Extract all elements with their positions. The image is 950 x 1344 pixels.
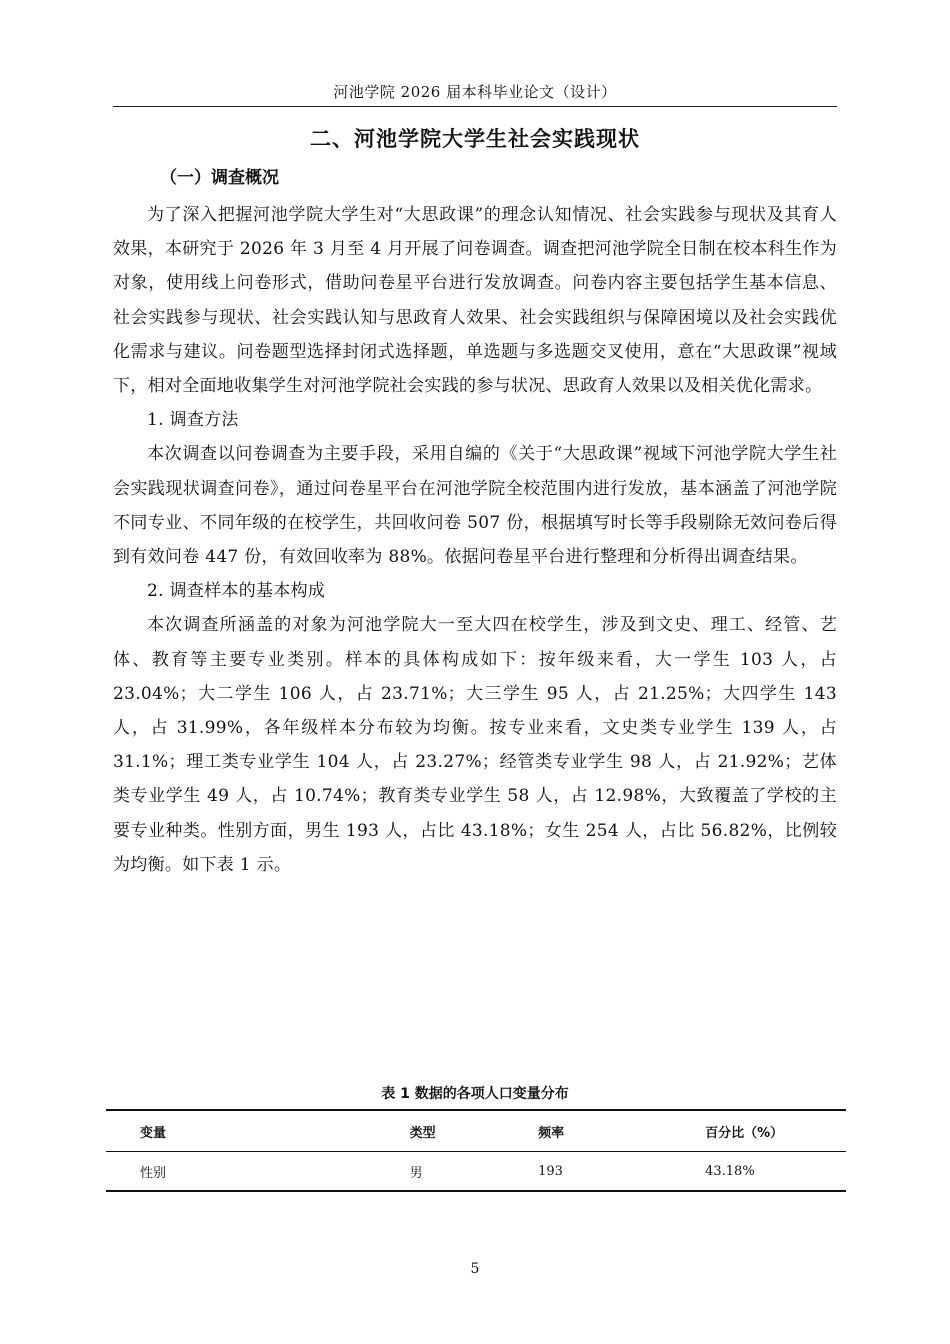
running-header: 河池学院 2026 届本科毕业论文（设计） bbox=[333, 83, 617, 101]
table-caption: 表 1 数据的各项人口变量分布 bbox=[381, 1086, 569, 1102]
column-header-frequency: 频率 bbox=[538, 1125, 565, 1141]
table-row bbox=[106, 1152, 846, 1192]
paragraph-overview: 为了深入把握河池学院大学生对“大思政课”的理念认知情况、社会实践参与现状及其育人效果，本研究于 2026 年 3 月至 4 月开展了问卷调查。调查把河池学院全日制在校本科生作为对象，使用线上问卷形式，借助问卷星平台进行发放调查。问卷内容主要包括学生基本信息、社会实践参与现状、社会实践认知与思政育人效果、社会实践组织与保障困境以及社会实践优化需求与建议。问卷题型选择封闭式选择题，单选题与多选题交叉使用，意在“大思政课”视域下，相对全面地收集学生对河池学院社会实践的参与状况、思政育人效果以及相关优化需求。 bbox=[113, 205, 837, 397]
paragraph-method: 本次调查以问卷调查为主要手段，采用自编的《关于“大思政课”视域下河池学院大学生社会实践现状调查问卷》，通过问卷星平台在河池学院全校范围内进行发放，基本涵盖了河池学院不同专业、不同年级的在校学生，共回收问卷 507 份，根据填写时长等手段剔除无效问卷后得到有效问卷 447 份，有效回收率为 88%。依据问卷星平台进行整理和分析得出调查结果。 bbox=[113, 444, 837, 568]
demographics-table bbox=[106, 1109, 846, 1192]
column-header-type: 类型 bbox=[409, 1125, 436, 1141]
table-cell-variable: 性别 bbox=[140, 1165, 167, 1181]
chapter-title: 二、河池学院大学生社会实践现状 bbox=[310, 127, 640, 151]
table-cell-frequency: 193 bbox=[538, 1163, 563, 1179]
subheading-method: 1. 调查方法 bbox=[147, 410, 239, 431]
page-number: 5 bbox=[470, 1261, 480, 1277]
column-header-percent: 百分比（%） bbox=[705, 1125, 784, 1141]
section-title: （一）调查概况 bbox=[160, 168, 279, 188]
table-cell-type: 男 bbox=[409, 1165, 423, 1181]
column-header-variable: 变量 bbox=[140, 1125, 167, 1141]
table-header-row bbox=[106, 1110, 846, 1152]
table-cell-percent: 43.18% bbox=[705, 1163, 755, 1179]
subheading-sample: 2. 调查样本的基本构成 bbox=[147, 581, 326, 602]
body-text bbox=[113, 198, 837, 882]
paragraph-sample: 本次调查所涵盖的对象为河池学院大一至大四在校学生，涉及到文史、理工、经管、艺体、教育等主要专业类别。样本的具体构成如下：按年级来看，大一学生 103 人，占 23.04%；大二学生 106 人，占 23.71%；大三学生 95 人，占 21.25%；大四学生 143 人，占 31.99%，各年级样本分布较为均衡。按专业来看，文史类专业学生 139 人，占 31.1%；理工类专业学生 104 人，占 23.27%；经管类专业学生 98 人，占 21.92%；艺体类专业学生 49 人，占 10.74%；教育类专业学生 58 人，占 12.98%，大致覆盖了学校的主要专业种类。性别方面，男生 193 人，占比 43.18%；女生 254 人，占比 56.82%，比例较为均衡。如下表 1 示。 bbox=[113, 615, 837, 875]
header-rule bbox=[113, 106, 837, 107]
